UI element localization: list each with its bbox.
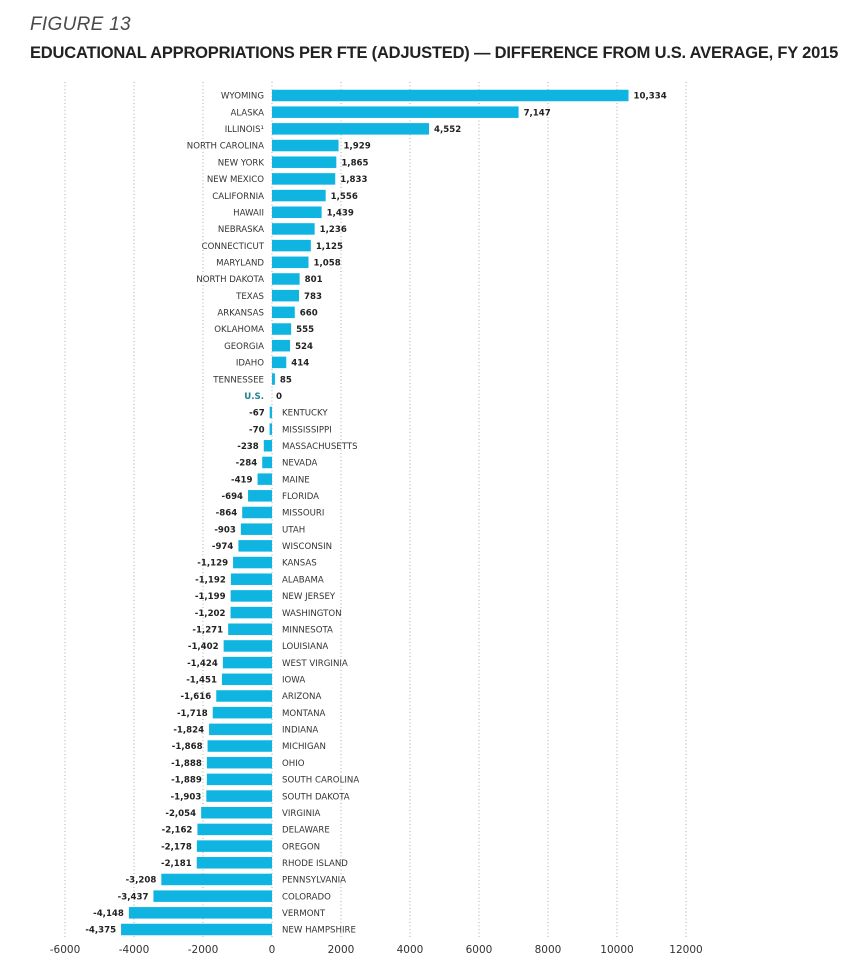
category-label: U.S. (244, 391, 264, 402)
value-label: -70 (249, 425, 265, 436)
bar (272, 223, 315, 235)
value-label: -1,192 (195, 575, 226, 586)
value-label: 10,334 (633, 91, 667, 102)
bar (272, 156, 336, 168)
value-label: 1,865 (341, 158, 369, 169)
value-label: -419 (231, 475, 253, 486)
value-label: -2,178 (161, 842, 192, 853)
bar (238, 540, 272, 552)
bar-labels (85, 92, 666, 936)
value-label: -1,903 (170, 792, 202, 803)
category-label: HAWAII (233, 208, 264, 219)
bar (207, 774, 272, 786)
value-label: 1,929 (343, 141, 371, 152)
bar (209, 724, 272, 736)
category-label: DELAWARE (282, 825, 330, 836)
value-label: 660 (299, 308, 318, 319)
category-label: COLORADO (282, 892, 331, 903)
category-label: VERMONT (282, 909, 326, 920)
value-label: 801 (304, 275, 323, 286)
value-label: -1,824 (173, 725, 205, 736)
category-label: ARKANSAS (217, 308, 264, 319)
value-label: -903 (214, 525, 236, 536)
value-label: -2,054 (165, 808, 197, 819)
bar (216, 690, 272, 702)
category-label: MASSACHUSETTS (282, 441, 358, 452)
value-label: -3,437 (117, 892, 149, 903)
bar (228, 624, 272, 636)
category-label: IDAHO (235, 358, 264, 369)
value-label: 1,833 (340, 175, 368, 186)
value-label: 1,125 (315, 241, 343, 252)
value-label: -3,208 (125, 875, 157, 886)
bar (197, 840, 272, 852)
bar (207, 757, 272, 769)
value-label: -2,181 (161, 858, 192, 869)
bar (264, 440, 272, 452)
bar (272, 140, 339, 152)
bar (272, 373, 275, 385)
value-label: -4,375 (85, 925, 117, 936)
bar (270, 407, 272, 419)
category-label: NEVADA (282, 458, 318, 469)
category-label: UTAH (282, 525, 306, 536)
bar (270, 423, 272, 435)
value-label: 1,439 (326, 208, 354, 219)
x-tick-label: 4000 (396, 944, 424, 956)
category-label: WYOMING (220, 91, 264, 102)
bars (121, 90, 628, 936)
bar (258, 473, 272, 485)
category-label: IOWA (282, 675, 306, 686)
category-label: CONNECTICUT (201, 241, 264, 252)
bar (197, 857, 272, 869)
value-label: -1,868 (171, 742, 203, 753)
value-label: 555 (296, 325, 315, 336)
bar (272, 240, 311, 252)
category-label: MISSOURI (282, 508, 325, 519)
bar (233, 557, 272, 569)
chart-title: EDUCATIONAL APPROPRIATIONS PER FTE (ADJUSTED) — DIFFERENCE FROM U.S. AVERAGE, FY 2015 (30, 44, 839, 62)
value-label: 1,556 (330, 191, 358, 202)
value-label: -4,148 (93, 909, 124, 920)
bar (129, 907, 272, 919)
category-label: NEW JERSEY (282, 592, 336, 603)
bar (224, 640, 272, 652)
category-label: INDIANA (282, 725, 319, 736)
category-label: TEXAS (236, 291, 264, 302)
value-label: 524 (295, 341, 314, 352)
value-label: -238 (237, 441, 259, 452)
bar (272, 290, 299, 302)
bar (272, 323, 291, 335)
category-label: ALABAMA (282, 575, 324, 586)
value-label: -1,402 (187, 642, 219, 653)
bar (201, 807, 272, 819)
category-label: NEBRASKA (217, 225, 264, 236)
value-label: -974 (211, 542, 234, 553)
category-label: WASHINGTON (282, 608, 342, 619)
category-label: MISSISSIPPI (282, 425, 332, 436)
value-label: -1,129 (197, 558, 229, 569)
bar (121, 924, 272, 936)
x-tick-label: 2000 (327, 944, 355, 956)
bar (161, 874, 272, 886)
bar (272, 173, 335, 185)
bar (272, 357, 286, 369)
category-label: ILLINOIS¹ (224, 125, 264, 136)
value-label: 414 (291, 358, 310, 369)
bar (272, 90, 629, 102)
value-label: -1,199 (194, 592, 226, 603)
category-label: NEW MEXICO (206, 175, 264, 186)
bar (272, 123, 429, 135)
bar (223, 657, 272, 669)
value-label: 1,058 (313, 258, 341, 269)
bar (248, 490, 272, 502)
x-axis (50, 944, 703, 956)
bar (242, 507, 272, 519)
category-label: NORTH DAKOTA (196, 275, 264, 286)
value-label: -67 (249, 408, 265, 419)
value-label: -1,424 (187, 658, 218, 669)
bar (213, 707, 272, 719)
bar (197, 824, 272, 836)
grid-lines (65, 82, 686, 938)
bar (231, 573, 272, 585)
category-label: KANSAS (282, 558, 317, 569)
bar (272, 257, 309, 269)
value-label: 0 (276, 391, 282, 402)
bar (231, 590, 272, 602)
category-label: ARIZONA (282, 692, 322, 703)
bar (222, 674, 272, 686)
category-label: OREGON (282, 842, 321, 853)
value-label: -1,888 (171, 758, 202, 769)
value-label: -694 (221, 492, 244, 503)
value-label: -284 (235, 458, 258, 469)
x-tick-label: -6000 (49, 944, 81, 956)
value-label: -864 (215, 508, 238, 519)
bar (272, 307, 295, 319)
value-label: 4,552 (434, 125, 462, 136)
x-tick-label: -4000 (118, 944, 150, 956)
category-label: NEW HAMPSHIRE (282, 925, 356, 936)
value-label: -2,162 (161, 825, 193, 836)
category-label: LOUISIANA (282, 642, 329, 653)
category-label: WEST VIRGINIA (282, 658, 348, 669)
category-label: WISCONSIN (282, 542, 333, 553)
category-label: SOUTH DAKOTA (282, 792, 350, 803)
value-label: 85 (279, 375, 292, 386)
value-label: -1,202 (194, 608, 226, 619)
bar (272, 106, 519, 118)
bar (262, 457, 272, 469)
x-tick-label: 12000 (669, 944, 703, 956)
category-label: FLORIDA (282, 492, 320, 503)
x-tick-label: 6000 (465, 944, 493, 956)
category-label: MICHIGAN (282, 742, 326, 753)
category-label: MINNESOTA (282, 625, 333, 636)
category-label: KENTUCKY (282, 408, 328, 419)
value-label: -1,271 (192, 625, 224, 636)
x-tick-label: 0 (268, 944, 276, 956)
bar (206, 790, 272, 802)
bar (272, 190, 326, 202)
category-label: VIRGINIA (282, 808, 321, 819)
bar (272, 340, 290, 352)
value-label: -1,718 (176, 708, 208, 719)
value-label: -1,451 (186, 675, 217, 686)
category-label: ALASKA (230, 108, 264, 119)
category-label: MONTANA (282, 708, 326, 719)
x-tick-label: 10000 (600, 944, 634, 956)
category-label: TENNESSEE (213, 375, 264, 386)
category-label: CALIFORNIA (212, 191, 264, 202)
figure-label: FIGURE 13 (30, 14, 131, 35)
bar (272, 207, 322, 219)
category-label: NEW YORK (217, 158, 264, 169)
value-label: -1,889 (171, 775, 202, 786)
category-label: RHODE ISLAND (282, 858, 348, 869)
value-label: -1,616 (180, 692, 212, 703)
category-label: OHIO (282, 758, 305, 769)
value-label: 783 (304, 291, 322, 302)
category-label: GEORGIA (224, 341, 264, 352)
category-label: NORTH CAROLINA (186, 141, 264, 152)
category-label: SOUTH CAROLINA (282, 775, 360, 786)
category-label: MAINE (282, 475, 310, 486)
x-tick-label: -2000 (187, 944, 219, 956)
value-label: 7,147 (523, 108, 551, 119)
category-label: PENNSYLVANIA (282, 875, 347, 886)
bar (241, 523, 272, 535)
category-label: MARYLAND (216, 258, 264, 269)
bar (208, 740, 272, 752)
value-label: 1,236 (319, 225, 347, 236)
bar (231, 607, 272, 619)
bar (153, 890, 272, 902)
bar (272, 273, 300, 285)
x-tick-label: 8000 (534, 944, 562, 956)
category-label: OKLAHOMA (214, 325, 264, 336)
